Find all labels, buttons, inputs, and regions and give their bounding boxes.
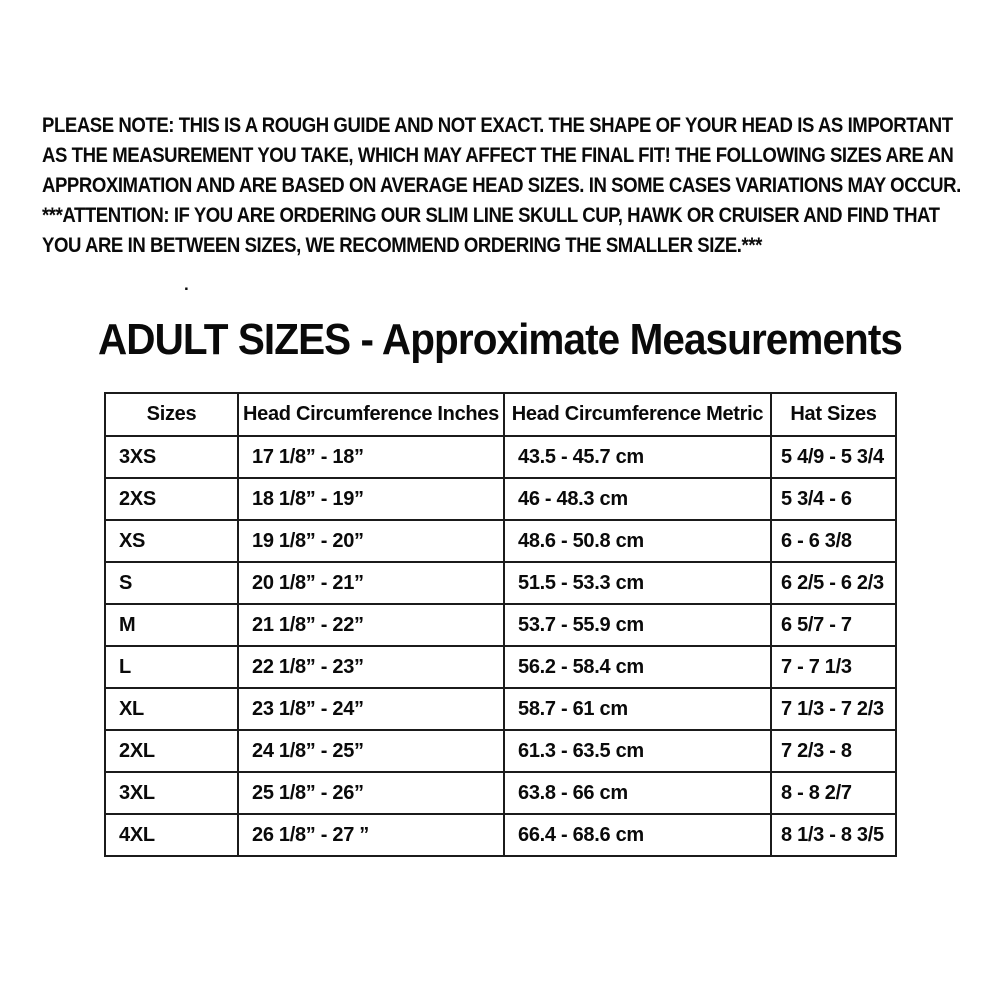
metric-range-cell: 66.4 - 68.6 cm [504, 814, 771, 856]
size-label-cell: XL [105, 688, 238, 730]
inches-range-cell: 19 1/8” - 20” [238, 520, 504, 562]
inches-range-cell: 25 1/8” - 26” [238, 772, 504, 814]
hat-size-cell: 7 - 7 1/3 [771, 646, 896, 688]
table-row [105, 814, 896, 856]
inches-range-cell: 26 1/8” - 27 ” [238, 814, 504, 856]
size-label-cell: 4XL [105, 814, 238, 856]
hat-size-cell: 7 2/3 - 8 [771, 730, 896, 772]
table-row [105, 688, 896, 730]
inches-range-cell: 22 1/8” - 23” [238, 646, 504, 688]
table-row [105, 646, 896, 688]
hat-size-cell: 8 1/3 - 8 3/5 [771, 814, 896, 856]
metric-range-cell: 43.5 - 45.7 cm [504, 436, 771, 478]
column-header-hat-sizes: Hat Sizes [771, 393, 896, 436]
hat-size-cell: 5 3/4 - 6 [771, 478, 896, 520]
column-header-inches: Head Circumference Inches [238, 393, 504, 436]
metric-range-cell: 53.7 - 55.9 cm [504, 604, 771, 646]
metric-range-cell: 56.2 - 58.4 cm [504, 646, 771, 688]
metric-range-cell: 63.8 - 66 cm [504, 772, 771, 814]
metric-range-cell: 46 - 48.3 cm [504, 478, 771, 520]
table-row [105, 478, 896, 520]
hat-size-cell: 5 4/9 - 5 3/4 [771, 436, 896, 478]
size-table-header [105, 393, 896, 436]
please-note-line: PLEASE NOTE: THIS IS A ROUGH GUIDE AND NOT EXACT. THE SHAPE OF YOUR HEAD IS AS IMPORTANT [42, 114, 953, 137]
header-row [105, 393, 896, 436]
size-table-body [105, 436, 896, 856]
attention-line: YOU ARE IN BETWEEN SIZES, WE RECOMMEND ORDERING THE SMALLER SIZE.*** [42, 234, 762, 257]
table-row [105, 520, 896, 562]
size-label-cell: 2XL [105, 730, 238, 772]
please-note-line: APPROXIMATION AND ARE BASED ON AVERAGE HEAD SIZES. IN SOME CASES VARIATIONS MAY OCCUR. [42, 174, 961, 197]
inches-range-cell: 24 1/8” - 25” [238, 730, 504, 772]
stray-dot: . [184, 275, 189, 294]
size-label-cell: S [105, 562, 238, 604]
column-header-metric: Head Circumference Metric [504, 393, 771, 436]
hat-size-cell: 7 1/3 - 7 2/3 [771, 688, 896, 730]
attention-line: ***ATTENTION: IF YOU ARE ORDERING OUR SLIM LINE SKULL CUP, HAWK OR CRUISER AND FIND THAT [42, 204, 940, 227]
please-note-paragraph [42, 111, 961, 201]
page-title: ADULT SIZES - Approximate Measurements [97, 315, 903, 364]
inches-range-cell: 21 1/8” - 22” [238, 604, 504, 646]
hat-size-cell: 6 2/5 - 6 2/3 [771, 562, 896, 604]
size-label-cell: L [105, 646, 238, 688]
inches-range-cell: 17 1/8” - 18” [238, 436, 504, 478]
hat-size-cell: 8 - 8 2/7 [771, 772, 896, 814]
metric-range-cell: 58.7 - 61 cm [504, 688, 771, 730]
size-label-cell: M [105, 604, 238, 646]
hat-size-cell: 6 5/7 - 7 [771, 604, 896, 646]
column-header-sizes: Sizes [105, 393, 238, 436]
table-row [105, 436, 896, 478]
size-table [104, 392, 897, 857]
inches-range-cell: 20 1/8” - 21” [238, 562, 504, 604]
attention-paragraph [42, 201, 940, 261]
size-label-cell: 3XS [105, 436, 238, 478]
inches-range-cell: 18 1/8” - 19” [238, 478, 504, 520]
table-row [105, 562, 896, 604]
size-label-cell: 3XL [105, 772, 238, 814]
inches-range-cell: 23 1/8” - 24” [238, 688, 504, 730]
please-note-line: AS THE MEASUREMENT YOU TAKE, WHICH MAY AFFECT THE FINAL FIT! THE FOLLOWING SIZES ARE AN [42, 144, 954, 167]
hat-size-cell: 6 - 6 3/8 [771, 520, 896, 562]
size-label-cell: XS [105, 520, 238, 562]
metric-range-cell: 48.6 - 50.8 cm [504, 520, 771, 562]
metric-range-cell: 61.3 - 63.5 cm [504, 730, 771, 772]
metric-range-cell: 51.5 - 53.3 cm [504, 562, 771, 604]
table-row [105, 772, 896, 814]
table-row [105, 604, 896, 646]
size-label-cell: 2XS [105, 478, 238, 520]
table-row [105, 730, 896, 772]
